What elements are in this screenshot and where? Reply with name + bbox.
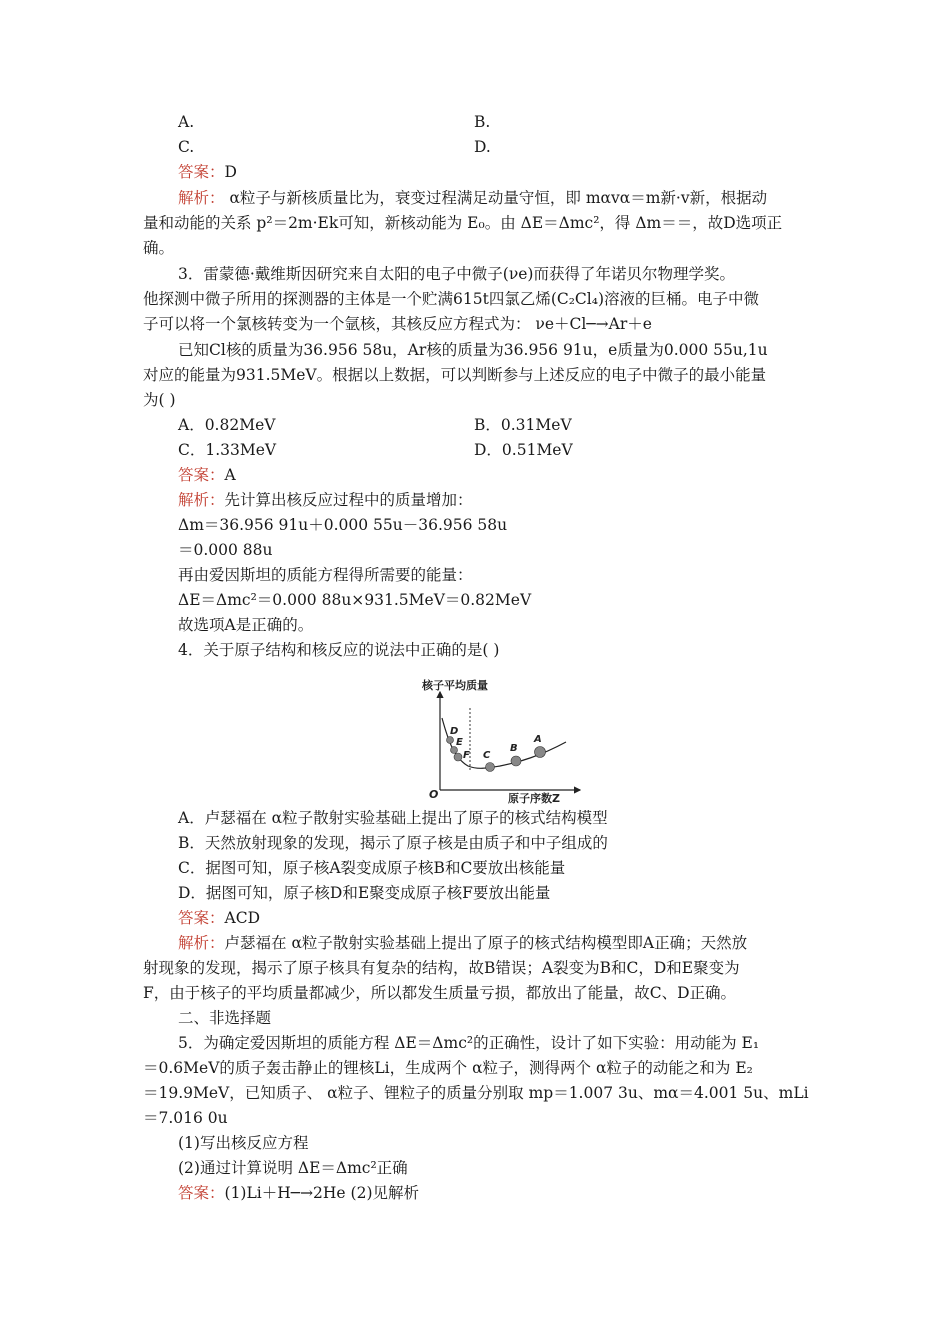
text-line <box>178 832 608 854</box>
text-line <box>143 982 736 1004</box>
binding-curve-figure <box>420 678 590 808</box>
text-line <box>178 589 531 611</box>
line-text: 子可以将一个氯核转变为一个氩核，其核反应方程式为： νe＋Cl─→Ar＋e <box>143 315 652 333</box>
line-text: ΔE＝Δmc²＝0.000 88u×931.5MeV＝0.82MeV <box>178 591 532 609</box>
line-text: ＝0.000 88u <box>178 541 273 559</box>
point-a <box>535 747 546 758</box>
line-text: C. <box>178 138 195 156</box>
text-line <box>178 807 608 829</box>
line-text: A. <box>178 113 195 131</box>
text-line <box>178 1007 271 1029</box>
text-line <box>178 414 275 436</box>
line-text: 4．关于原子结构和核反应的说法中正确的是( ) <box>178 641 500 659</box>
line-text: B．0.31MeV <box>474 416 572 434</box>
line-text: 故选项A是正确的。 <box>178 616 314 634</box>
text-line <box>178 539 273 561</box>
text-line <box>178 1157 408 1179</box>
point-b <box>511 756 521 766</box>
line-text: A．卢瑟福在 α粒子散射实验基础上提出了原子的核式结构模型 <box>178 809 608 827</box>
text-line <box>178 489 473 511</box>
text-line <box>178 111 194 133</box>
text-line <box>178 263 735 285</box>
line-text: Δm＝36.956 91u＋0.000 55u－36.956 58u <box>178 516 508 534</box>
answer-label: 解析： <box>178 934 225 952</box>
line-text: ＝7.016 0u <box>143 1109 228 1127</box>
line-text: 已知Cl核的质量为36.956 58u，Ar核的质量为36.956 91u，e质量为0.000 55u,1u <box>178 341 768 359</box>
line-text: 先计算出核反应过程中的质量增加： <box>224 491 473 509</box>
line-text: F，由于核子的平均质量都减少，所以都发生质量亏损，都放出了能量，故C、D正确。 <box>143 984 737 1002</box>
text-line <box>143 1057 753 1079</box>
text-line <box>143 957 740 979</box>
text-line <box>474 414 572 436</box>
label-c: C <box>483 750 491 761</box>
text-line <box>178 882 550 904</box>
line-text: 他探测中微子所用的探测器的主体是一个贮满615t四氯乙烯(C₂Cl₄)溶液的巨桶。电子中微 <box>143 290 760 308</box>
text-line <box>178 136 194 158</box>
text-line <box>143 1107 228 1129</box>
text-line <box>178 187 767 209</box>
text-line <box>178 439 276 461</box>
line-text: 射现象的发现，揭示了原子核具有复杂的结构，故B错误；A裂变为B和C，D和E聚变为 <box>143 959 740 977</box>
text-line <box>178 614 313 636</box>
answer-label: 答案： <box>178 1184 225 1202</box>
text-line <box>178 161 237 183</box>
line-text: ACD <box>224 909 260 927</box>
text-line <box>143 212 782 234</box>
line-text: 3．雷蒙德·戴维斯因研究来自太阳的电子中微子(νe)而获得了年诺贝尔物理学奖。 <box>178 265 735 283</box>
label-d: D <box>450 726 459 737</box>
binding-curve-svg <box>420 678 590 808</box>
line-text: 对应的能量为931.5MeV。根据以上数据，可以判断参与上述反应的电子中微子的最小能量 <box>143 366 767 384</box>
point-d <box>447 737 454 744</box>
line-text: 为( ) <box>143 391 176 409</box>
label-e: E <box>456 737 463 748</box>
line-text: D <box>224 163 237 181</box>
line-text: ＝0.6MeV的质子轰击静止的锂核Li，生成两个 α粒子，测得两个 α粒子的动能之和为 E₂ <box>143 1059 753 1077</box>
line-text: (2)通过计算说明 ΔE＝Δmc²正确 <box>178 1159 408 1177</box>
line-text: D. <box>474 138 491 156</box>
answer-label: 答案： <box>178 466 225 484</box>
line-text: B．天然放射现象的发现，揭示了原子核是由质子和中子组成的 <box>178 834 608 852</box>
point-f <box>454 753 462 761</box>
x-axis-label: 原子序数Z <box>508 792 560 805</box>
line-text: 再由爱因斯坦的质能方程得所需要的能量： <box>178 566 473 584</box>
text-line <box>178 1182 419 1204</box>
text-line <box>143 313 652 335</box>
text-line <box>143 288 759 310</box>
text-line <box>143 237 174 259</box>
line-text: C．据图可知，原子核A裂变成原子核B和C要放出核能量 <box>178 859 566 877</box>
label-a: A <box>534 734 542 745</box>
text-line <box>178 1032 759 1054</box>
text-line <box>143 1082 809 1104</box>
text-line <box>474 111 490 133</box>
point-c <box>486 763 495 772</box>
answer-label: 解析： <box>178 189 225 207</box>
text-line <box>178 932 747 954</box>
line-text: D．据图可知，原子核D和E聚变成原子核F要放出能量 <box>178 884 551 902</box>
line-text: A．0.82MeV <box>178 416 276 434</box>
answer-label: 答案： <box>178 909 225 927</box>
line-text: 二、非选择题 <box>178 1009 272 1027</box>
text-line <box>178 464 236 486</box>
text-line <box>178 907 260 929</box>
line-text: 确。 <box>143 239 175 257</box>
y-axis-label: 核子平均质量 <box>422 679 488 692</box>
line-text: 卢瑟福在 α粒子散射实验基础上提出了原子的核式结构模型即A正确；天然放 <box>224 934 748 952</box>
text-line <box>178 514 507 536</box>
text-line <box>178 857 565 879</box>
label-f: F <box>463 750 470 761</box>
line-text: (1)Li＋H─→2He (2)见解析 <box>224 1184 419 1202</box>
text-line <box>143 364 766 386</box>
text-line <box>178 1132 308 1154</box>
origin-label: O <box>429 788 439 801</box>
line-text: 量和动能的关系 p²＝2m·Ek可知，新核动能为 E₀。由 ΔE＝Δmc²，得 Δm＝＝，故D选项正 <box>143 214 783 232</box>
line-text: 5．为确定爱因斯坦的质能方程 ΔE＝Δmc²的正确性，设计了如下实验：用动能为 E₁ <box>178 1034 760 1052</box>
line-text: B. <box>474 113 491 131</box>
text-line <box>474 439 573 461</box>
line-text: A <box>224 466 236 484</box>
text-line <box>178 639 499 661</box>
line-text: ＝19.9MeV，已知质子、 α粒子、锂粒子的质量分别取 mp＝1.007 3u、mα＝4.001 5u、mLi <box>143 1084 809 1102</box>
answer-label: 答案： <box>178 163 225 181</box>
line-text: α粒子与新核质量比为，衰变过程满足动量守恒，即 mαvα＝m新·v新，根据动 <box>224 189 768 207</box>
text-line <box>474 136 491 158</box>
line-text: D．0.51MeV <box>474 441 573 459</box>
answer-label: 解析： <box>178 491 225 509</box>
line-text: (1)写出核反应方程 <box>178 1134 309 1152</box>
label-b: B <box>510 743 518 754</box>
line-text: C．1.33MeV <box>178 441 277 459</box>
text-line <box>178 564 473 586</box>
text-line <box>143 389 176 411</box>
text-line <box>178 339 768 361</box>
